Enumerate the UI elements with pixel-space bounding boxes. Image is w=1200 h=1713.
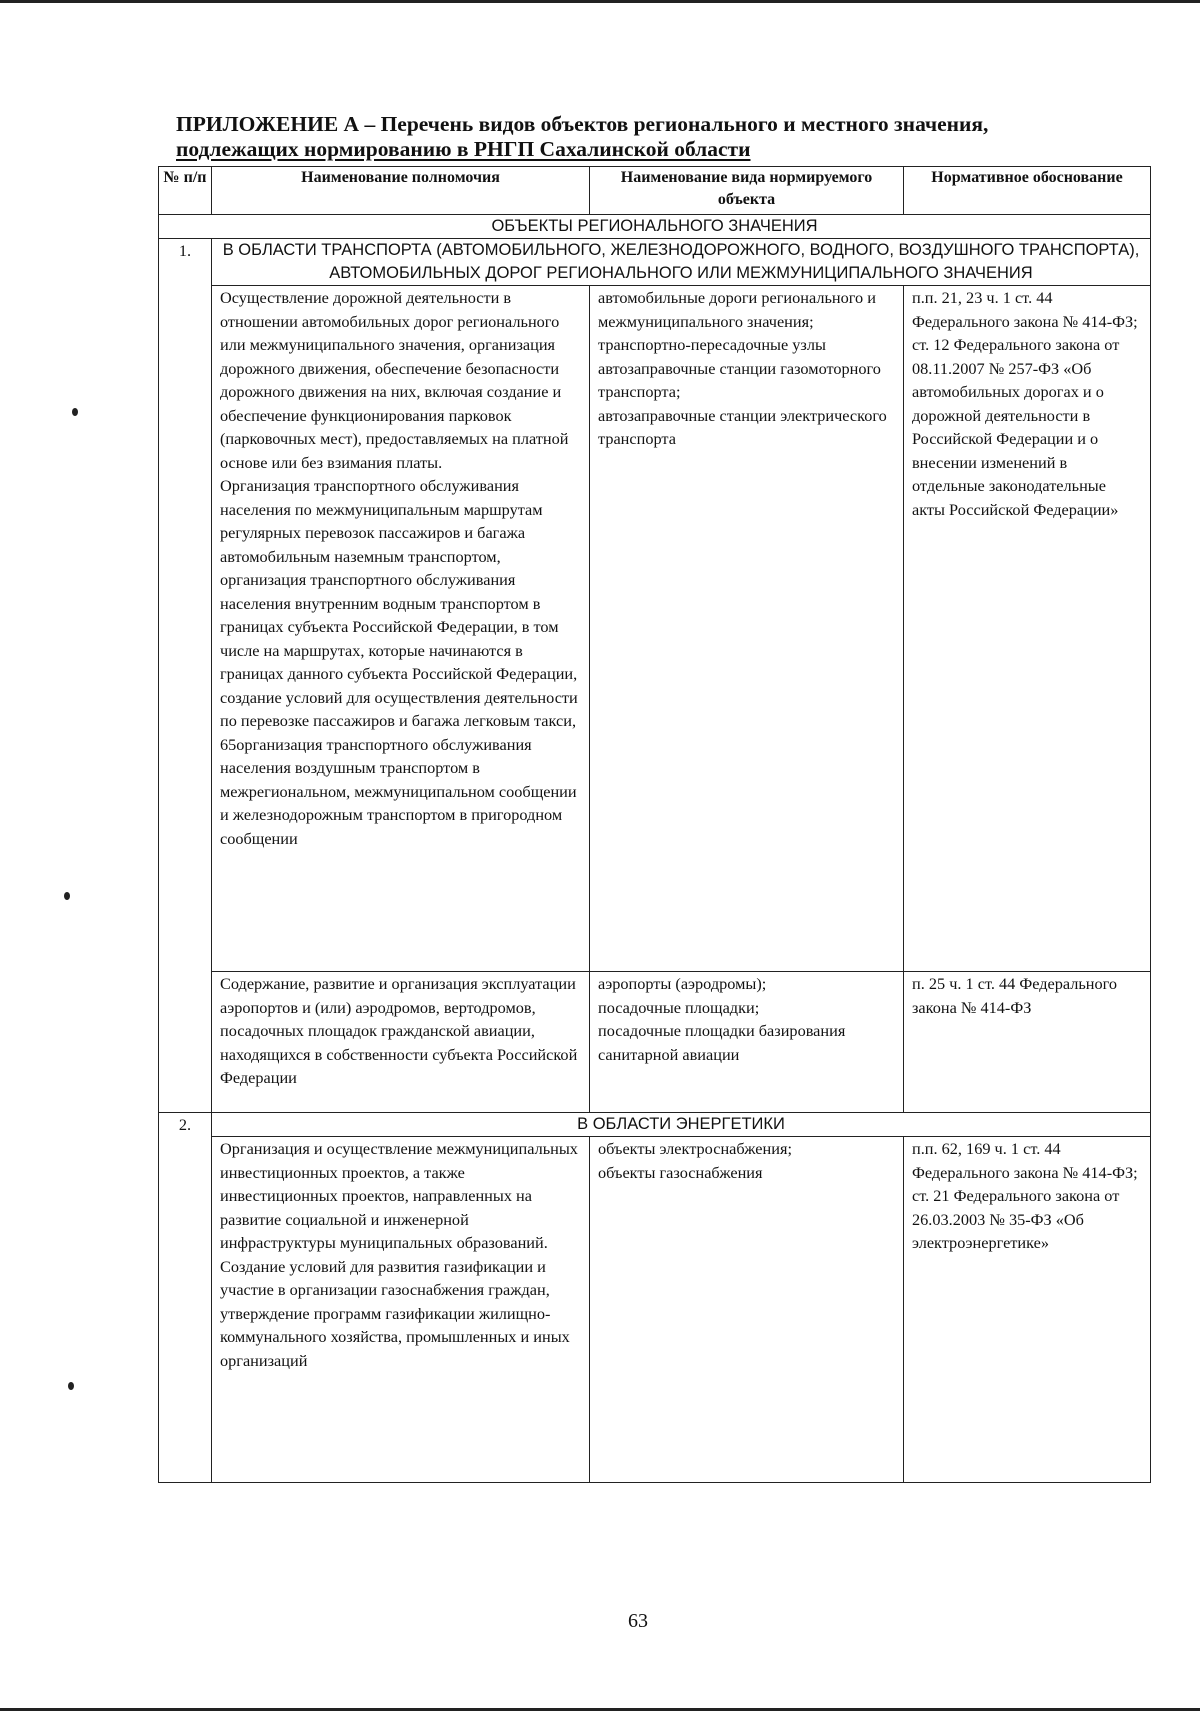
basis-cell: п. 25 ч. 1 ст. 44 Федерального закона № 414-ФЗ <box>904 972 1151 1113</box>
table-header-row <box>159 167 1151 215</box>
section-row-regional <box>159 215 1151 239</box>
object-cell: автомобильные дороги регионального и межмуниципального значения; транспортно-пересадочные узлы автозаправочные станции газомоторного транспорта; автозаправочные станции электрического транспорта <box>590 286 904 972</box>
header-object: Наименование вида нормируемого объекта <box>590 167 904 215</box>
table-row <box>159 972 1151 1113</box>
title-line-2: подлежащих нормированию в РНГП Сахалинской области <box>176 137 751 161</box>
group-heading-row <box>159 1113 1151 1137</box>
scan-mark <box>68 1382 74 1390</box>
header-number: № п/п <box>159 167 212 215</box>
basis-cell: п.п. 21, 23 ч. 1 ст. 44 Федерального закона № 414-ФЗ; ст. 12 Федерального закона от 08.11.2007 № 257-ФЗ «Об автомобильных дорогах и о дорожной деятельности в Российской Федерации и о внесении изменений в отдельные законодательные акты Российской Федерации» <box>904 286 1151 972</box>
group-number: 2. <box>159 1113 212 1483</box>
authority-cell: Организация и осуществление межмуниципальных инвестиционных проектов, а также инвестиционных проектов, направленных на развитие социальной и инженерной инфраструктуры муниципальных образований. Создание условий для развития газификации и участие в организации газоснабжения граждан, утверждение программ газификации жилищно-коммунального хозяйства, промышленных и иных организаций <box>212 1137 590 1483</box>
section-regional-label: ОБЪЕКТЫ РЕГИОНАЛЬНОГО ЗНАЧЕНИЯ <box>159 215 1151 239</box>
bottom-scan-edge <box>0 1708 1200 1711</box>
top-scan-edge <box>0 0 1200 3</box>
scan-mark <box>64 892 70 900</box>
document-title <box>176 112 1136 162</box>
authority-cell: Осуществление дорожной деятельности в отношении автомобильных дорог регионального или межмуниципального значения, организация дорожного движения, обеспечение безопасности дорожного движения на них, включая создание и обеспечение функционирования парковок (парковочных мест), предоставляемых на платной основе или без взимания платы. Организация транспортного обслуживания населения по межмуниципальным маршрутам регулярных перевозок пассажиров и багажа автомобильным наземным транспортом, организация транспортного обслуживания населения внутренним водным транспортом в границах субъекта Российской Федерации, в том числе на маршрутах, которые начинаются в границах данного субъекта Российской Федерации, создание условий для осуществления деятельности по перевозке пассажиров и багажа легковым такси, 65организация транспортного обслуживания населения воздушным транспортом в межрегиональном, межмуниципальном сообщении и железнодорожным транспортом в пригородном сообщении <box>212 286 590 972</box>
scan-mark <box>72 408 78 416</box>
table-row <box>159 1137 1151 1483</box>
object-cell: аэропорты (аэродромы); посадочные площадки; посадочные площадки базирования санитарной авиации <box>590 972 904 1113</box>
group-number: 1. <box>159 239 212 1113</box>
table-row <box>159 286 1151 972</box>
group-heading-row <box>159 239 1151 286</box>
header-basis: Нормативное обоснование <box>904 167 1151 215</box>
basis-cell: п.п. 62, 169 ч. 1 ст. 44 Федерального закона № 414-ФЗ; ст. 21 Федерального закона от 26.03.2003 № 35-ФЗ «Об электроэнергетике» <box>904 1137 1151 1483</box>
group-heading: В ОБЛАСТИ ЭНЕРГЕТИКИ <box>212 1113 1151 1137</box>
object-cell: объекты электроснабжения; объекты газоснабжения <box>590 1137 904 1483</box>
authority-cell: Содержание, развитие и организация эксплуатации аэропортов и (или) аэродромов, вертодромов, посадочных площадок гражданской авиации, находящихся в собственности субъекта Российской Федерации <box>212 972 590 1113</box>
header-authority: Наименование полномочия <box>212 167 590 215</box>
title-line-1: ПРИЛОЖЕНИЕ А – Перечень видов объектов регионального и местного значения, <box>176 112 989 136</box>
page-number: 63 <box>628 1610 648 1632</box>
group-heading: В ОБЛАСТИ ТРАНСПОРТА (АВТОМОБИЛЬНОГО, ЖЕЛЕЗНОДОРОЖНОГО, ВОДНОГО, ВОЗДУШНОГО ТРАНСПОРТА), АВТОМОБИЛЬНЫХ ДОРОГ РЕГИОНАЛЬНОГО ИЛИ МЕЖМУНИЦИПАЛЬНОГО ЗНАЧЕНИЯ <box>212 239 1151 286</box>
objects-table <box>158 166 1151 1483</box>
